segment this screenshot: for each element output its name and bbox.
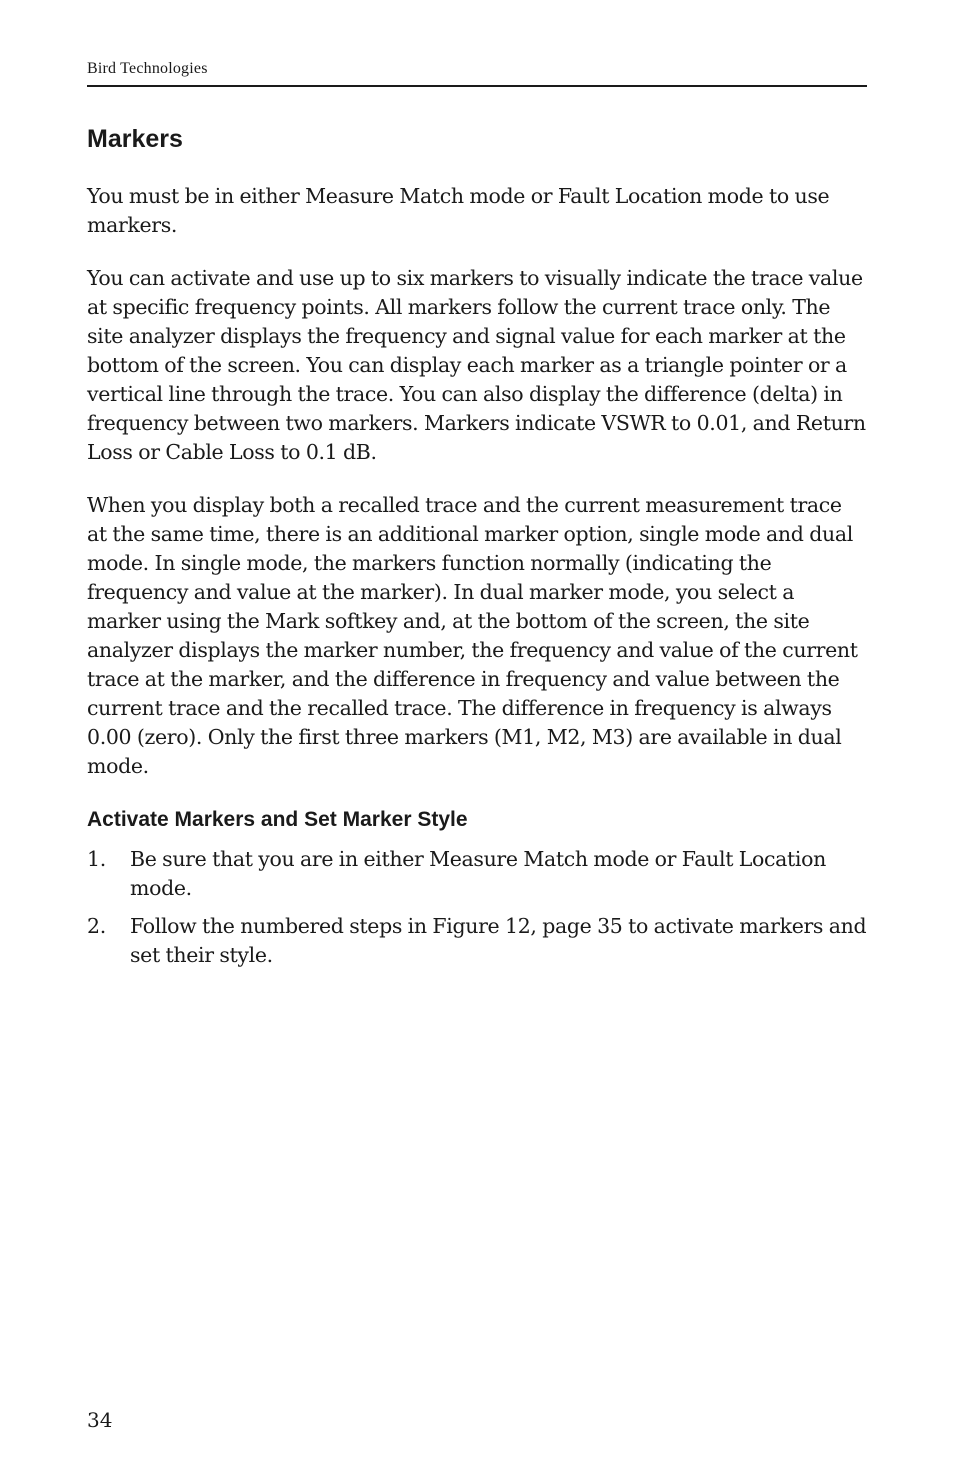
- page-number: 34: [87, 1408, 113, 1432]
- paragraph-markers-overview: You can activate and use up to six markers to visually indicate the trace value at specific frequency points. All markers follow the current trace only. The site analyzer displays the frequency and signal value for each marker at the bottom of the screen. You can display each marker as a triangle pointer or a vertical line through the trace. You can also display the difference (delta) in frequency between two markers. Markers indicate VSWR to 0.01, and Return Loss or Cable Loss to 0.1 dB.: [87, 266, 866, 464]
- step-text: Follow the numbered steps in Figure 12, page 35 to activate markers and set their style.: [130, 914, 867, 967]
- paragraph-dual-mode: When you display both a recalled trace and the current measurement trace at the same time, there is an additional marker option, single mode and dual mode. In single mode, the markers function normally (indicating the frequency and value at the marker). In dual marker mode, you select a marker using the Mark softkey and, at the bottom of the screen, the site analyzer displays the marker number, the frequency and value of the current trace at the marker, and the difference in frequency and value between the current trace and the recalled trace. The difference in frequency is always 0.00 (zero). Only the first three markers (M1, M2, M3) are available in dual mode.: [87, 493, 858, 778]
- paragraph-markers-mode: You must be in either Measure Match mode or Fault Location mode to use markers.: [87, 184, 830, 237]
- header-rule: [87, 85, 867, 87]
- step-number: 2.: [87, 914, 106, 938]
- step-item: [87, 845, 867, 903]
- step-text: Be sure that you are in either Measure Match mode or Fault Location mode.: [130, 847, 826, 900]
- subsection-title: Activate Markers and Set Marker Style: [87, 808, 468, 831]
- page-content: [87, 120, 867, 979]
- step-item: [87, 912, 867, 970]
- step-number: 1.: [87, 847, 106, 871]
- steps-list: [87, 845, 867, 970]
- running-header: Bird Technologies: [87, 60, 208, 77]
- section-title: Markers: [87, 125, 183, 153]
